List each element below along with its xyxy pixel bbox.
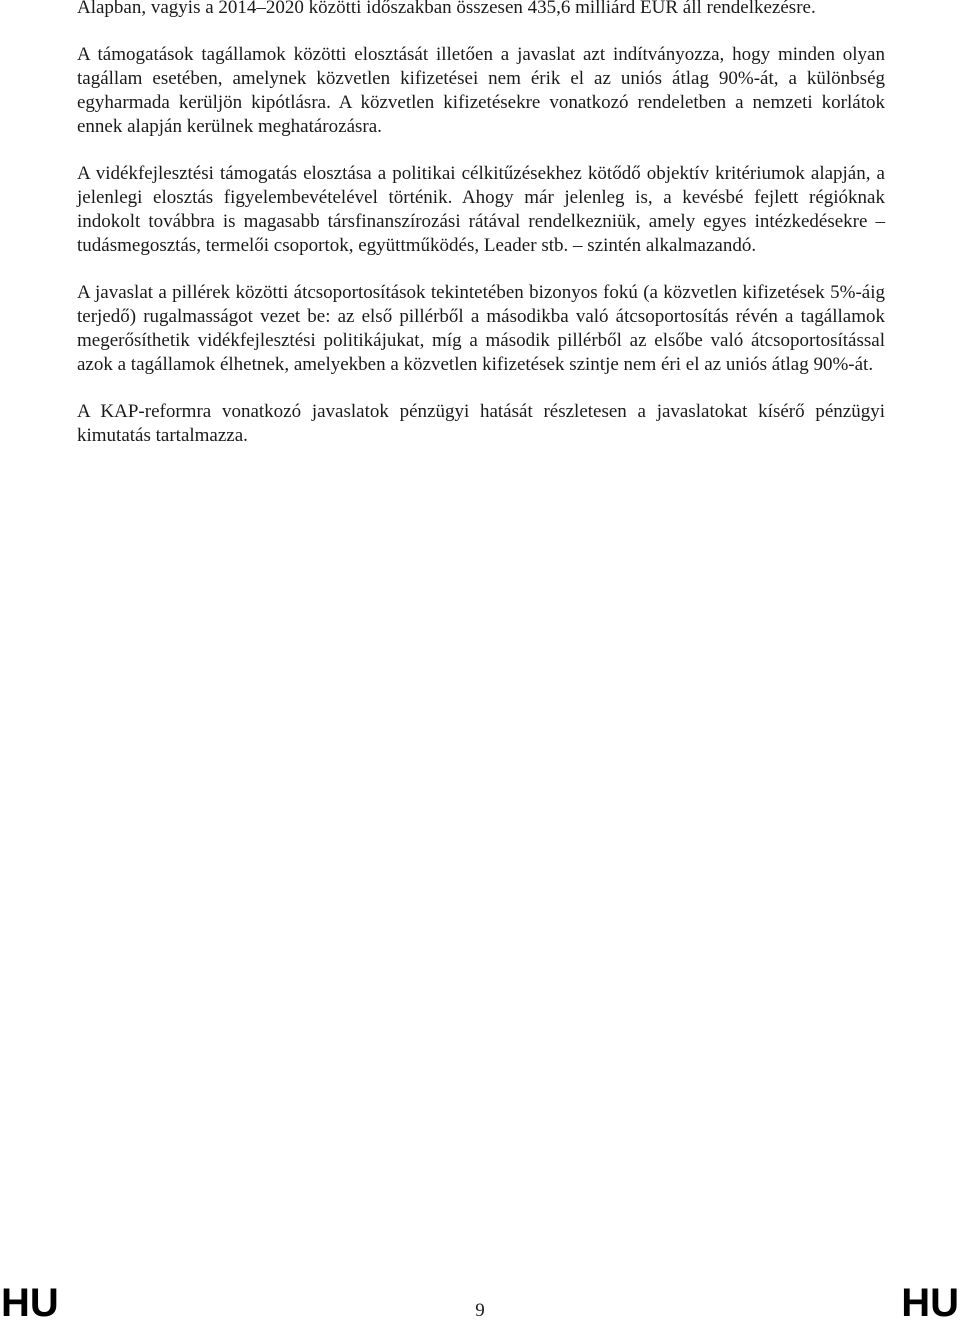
paragraph-pillar-flexibility: A javaslat a pillérek közötti átcsoportosítások tekintetében bizonyos fokú (a közvetlen kifizetések 5%-áig terjedő) rugalmasságot vezet be: az első pillérből a másodikba való átcsoportosítás révén a tagállamok megerősíthetik vidékfejlesztési politikájukat, míg a második pillérből az elsőbe való átcsoportosítással azok a tagállamok élhetnek, amelyekben a közvetlen kifizetések szintje nem éri el az uniós átlag 90%-át. bbox=[77, 282, 885, 375]
paragraph-rural-development-allocation: A vidékfejlesztési támogatás elosztása a politikai célkitűzésekhez kötődő objektív kritériumok alapján, a jelenlegi elosztás figyelembevételével történik. Ahogy már jelenleg is, a kevésbé fejlett régióknak indokolt továbbra is magasabb társfinanszírozási rátával rendelkezniük, amely egyes intézkedésekre – tudásmegosztás, termelői csoportok, együttműködés, Leader stb. – szintén alkalmazandó. bbox=[77, 163, 885, 256]
footer-language-code-left: HU bbox=[1, 1281, 59, 1325]
paragraph-allocation-between-member-states: A támogatások tagállamok közötti elosztását illetően a javaslat azt indítványozza, hogy minden olyan tagállam esetében, amelynek közvetlen kifizetései nem érik el az uniós átlag 90%-át, a különbség egyharmada kerüljön kipótlásra. A közvetlen kifizetésekre vonatkozó rendeletben a nemzeti korlátok ennek alapján kerülnek meghatározásra. bbox=[77, 44, 885, 137]
paragraph-financial-statement: A KAP-reformra vonatkozó javaslatok pénzügyi hatását részletesen a javaslatokat kísérő pénzügyi kimutatás tartalmazza. bbox=[77, 401, 885, 446]
page-number: 9 bbox=[475, 1300, 485, 1321]
document-body bbox=[77, 0, 885, 471]
footer-language-code-right: HU bbox=[901, 1281, 959, 1325]
paragraph-budget-total: Alapban, vagyis a 2014–2020 közötti időszakban összesen 435,6 milliárd EUR áll rendelkezésre. bbox=[77, 0, 816, 18]
